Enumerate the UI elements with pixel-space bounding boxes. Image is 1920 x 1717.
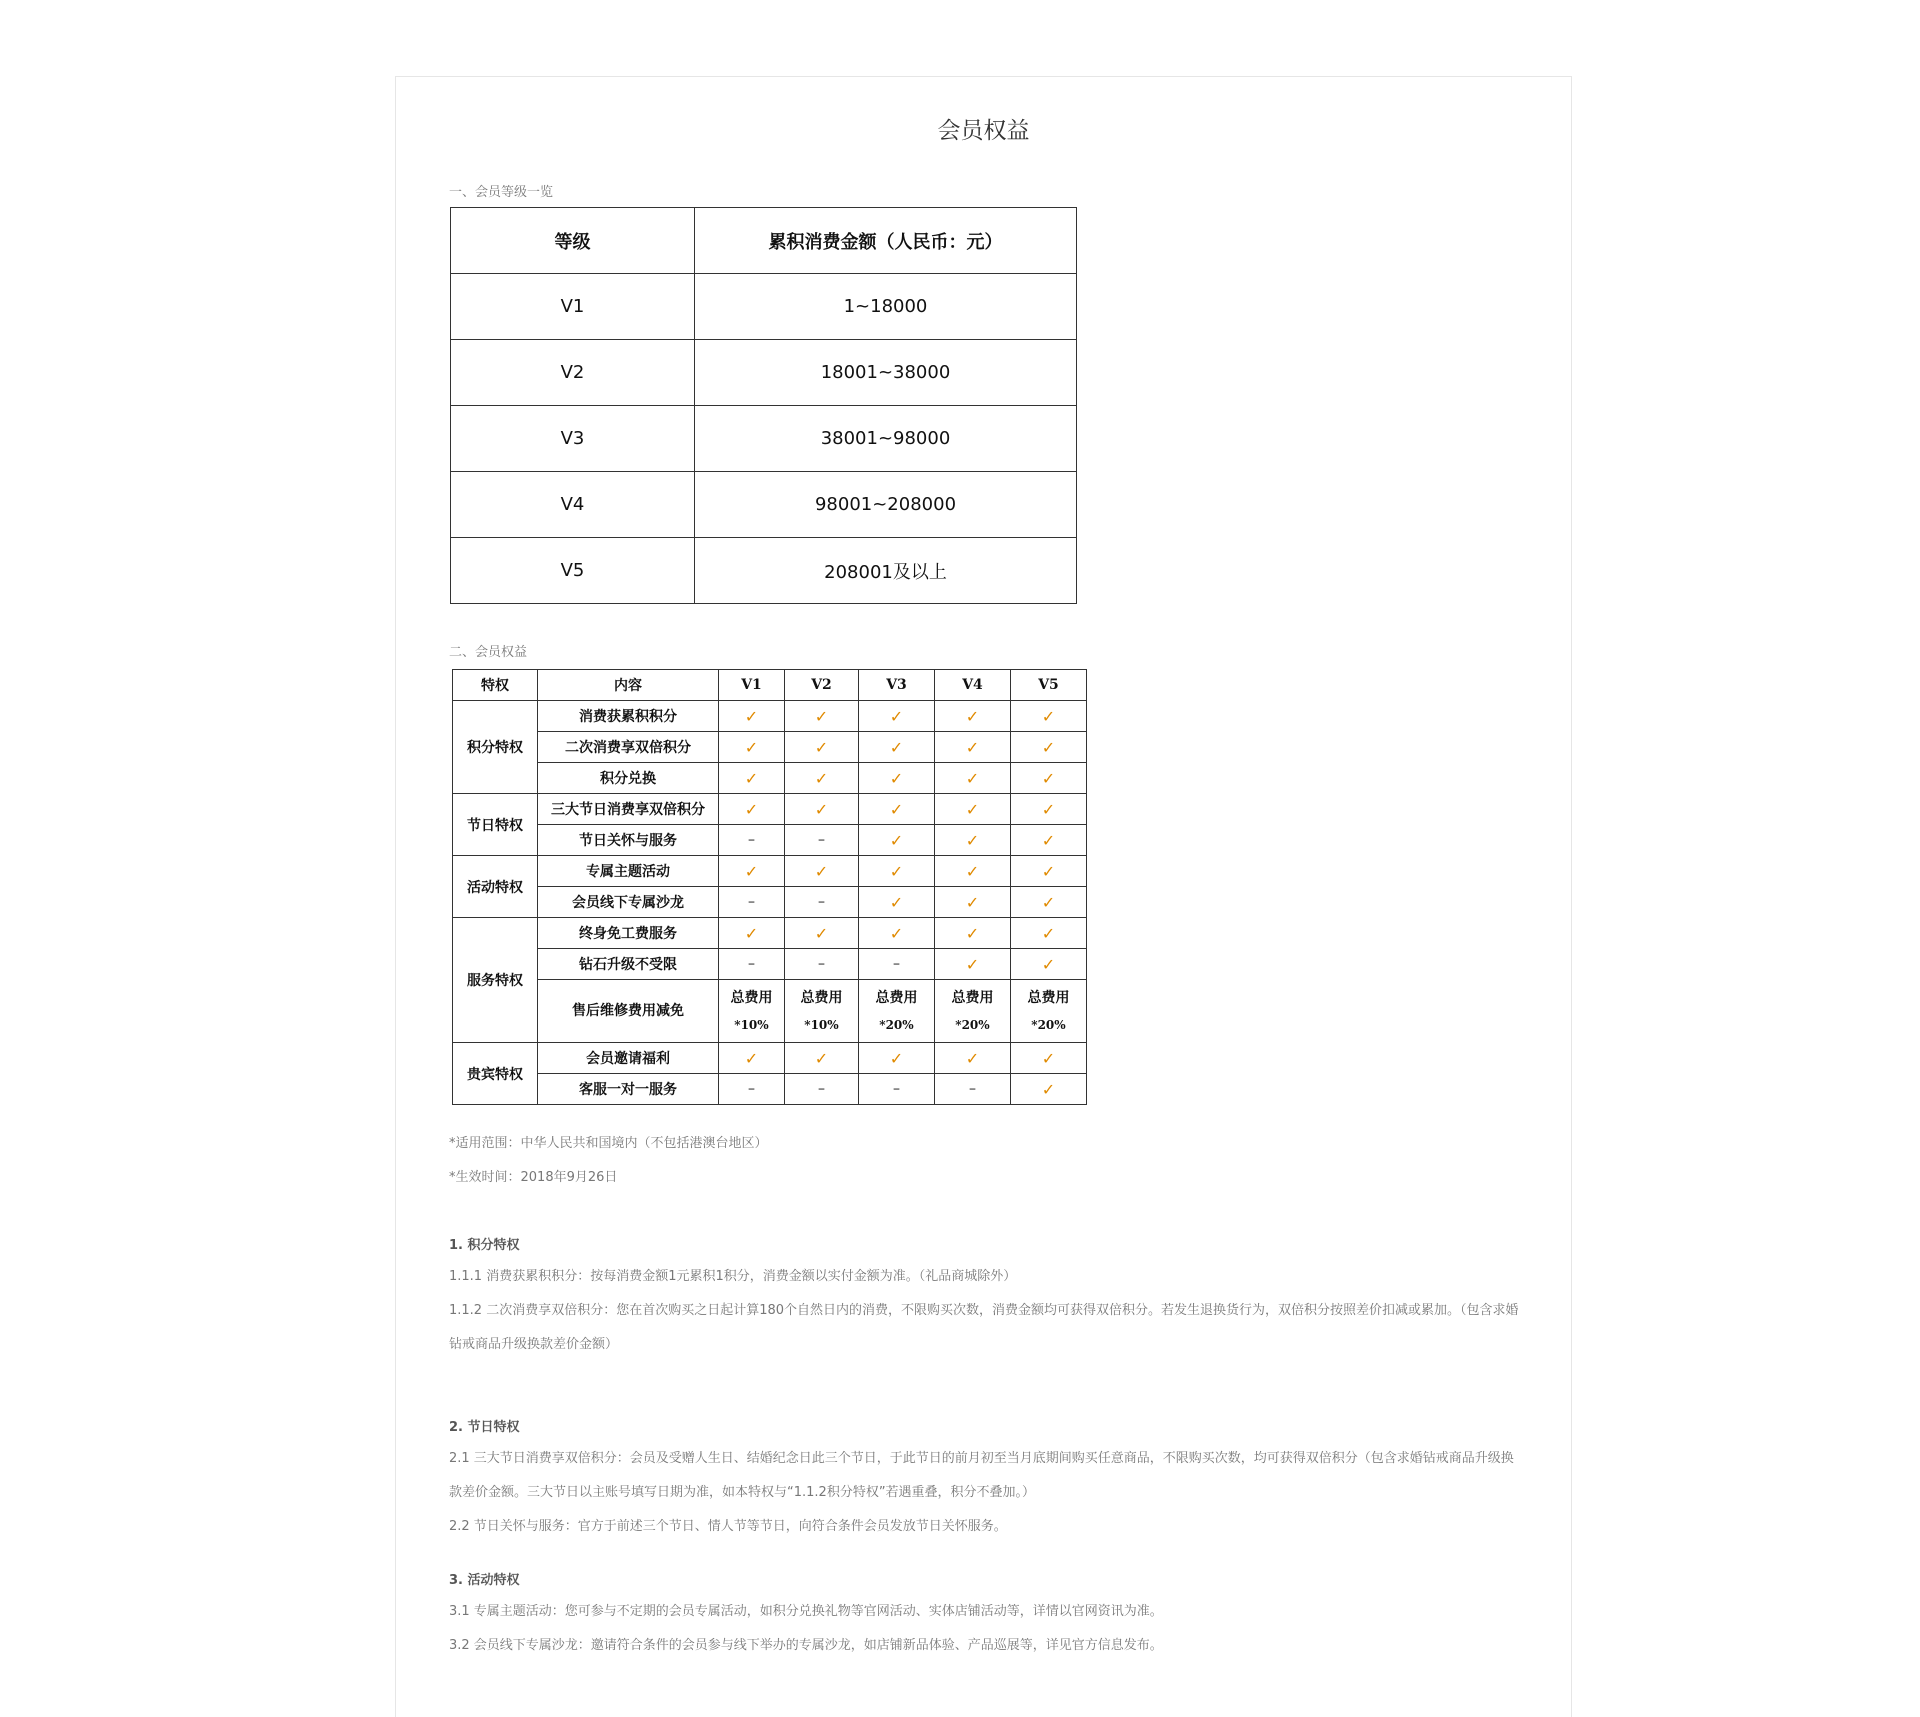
header-v2: V2: [785, 670, 859, 701]
check-icon: ✓: [1011, 856, 1087, 887]
check-icon: ✓: [1011, 794, 1087, 825]
level-cell: V2: [451, 340, 695, 406]
fee-cell: [785, 980, 859, 1043]
content-cell: 三大节日消费享双倍积分: [538, 794, 719, 825]
fee-cell: [935, 980, 1011, 1043]
table-row: [453, 918, 1087, 949]
fee-rate: *20%: [879, 1018, 914, 1032]
check-icon: ✓: [719, 763, 785, 794]
check-icon: ✓: [785, 701, 859, 732]
paragraph: 1.1.2 二次消费享双倍积分：您在首次购买之日起计算180个自然日内的消费，不限购买次数，消费金额均可获得双倍积分。若发生退换货行为，双倍积分按照差价扣减或累加。（包含求婚钻戒商品升级换款差价金额）: [449, 1303, 1519, 1352]
check-icon: ✓: [1011, 825, 1087, 856]
content-cell: 积分兑换: [538, 763, 719, 794]
check-icon: ✓: [935, 794, 1011, 825]
dash-mark: –: [785, 887, 859, 918]
check-icon: ✓: [935, 856, 1011, 887]
level-cell: V3: [451, 406, 695, 472]
table-row: [453, 1043, 1087, 1074]
privilege-group-cell: 服务特权: [453, 918, 538, 1043]
fee-label: 总费用: [1027, 990, 1070, 1006]
check-icon: ✓: [1011, 701, 1087, 732]
check-icon: ✓: [785, 732, 859, 763]
privilege-group-cell: 节日特权: [453, 794, 538, 856]
header-v4: V4: [935, 670, 1011, 701]
benefits-table: [452, 669, 1087, 1105]
table-row: [453, 732, 1087, 763]
check-icon: ✓: [935, 825, 1011, 856]
dash-mark: –: [935, 1074, 1011, 1105]
content-cell: 会员邀请福利: [538, 1043, 719, 1074]
check-icon: ✓: [719, 701, 785, 732]
check-icon: ✓: [859, 887, 935, 918]
section-label-levels: 一、会员等级一览: [449, 185, 554, 200]
fee-label: 总费用: [730, 990, 773, 1006]
header-content: 内容: [538, 670, 719, 701]
content-cell: 二次消费享双倍积分: [538, 732, 719, 763]
table-row: [453, 980, 1087, 1043]
fee-label: 总费用: [800, 990, 843, 1006]
fee-cell: [1011, 980, 1087, 1043]
content-cell: 节日关怀与服务: [538, 825, 719, 856]
content-cell: 客服一对一服务: [538, 1074, 719, 1105]
check-icon: ✓: [935, 701, 1011, 732]
check-icon: ✓: [859, 1043, 935, 1074]
dash-mark: –: [719, 1074, 785, 1105]
table-row: [451, 340, 1077, 406]
table-row: [451, 472, 1077, 538]
check-icon: ✓: [1011, 918, 1087, 949]
check-icon: ✓: [859, 732, 935, 763]
content-cell: 终身免工费服务: [538, 918, 719, 949]
amount-cell: 38001~98000: [695, 406, 1077, 472]
check-icon: ✓: [859, 763, 935, 794]
dash-mark: –: [719, 949, 785, 980]
paragraph: 3.2 会员线下专属沙龙：邀请符合条件的会员参与线下举办的专属沙龙，如店铺新品体验、产品巡展等，详见官方信息发布。: [449, 1638, 1163, 1653]
header-level: 等级: [451, 208, 695, 274]
table-row: [451, 538, 1077, 604]
check-icon: ✓: [935, 949, 1011, 980]
header-v3: V3: [859, 670, 935, 701]
level-cell: V5: [451, 538, 695, 604]
levels-table: [450, 207, 1077, 604]
check-icon: ✓: [1011, 732, 1087, 763]
content-card: [395, 76, 1572, 1717]
note-effective-date: *生效时间：2018年9月26日: [449, 1170, 618, 1185]
check-icon: ✓: [935, 763, 1011, 794]
fee-label: 总费用: [875, 990, 918, 1006]
check-icon: ✓: [935, 918, 1011, 949]
table-row: [451, 406, 1077, 472]
check-icon: ✓: [785, 856, 859, 887]
check-icon: ✓: [859, 825, 935, 856]
benefits-body: [453, 701, 1087, 1105]
fee-rate: *20%: [1031, 1018, 1066, 1032]
check-icon: ✓: [719, 856, 785, 887]
check-icon: ✓: [1011, 1043, 1087, 1074]
dash-mark: –: [785, 825, 859, 856]
privilege-group-cell: 积分特权: [453, 701, 538, 794]
fee-label: 总费用: [951, 990, 994, 1006]
check-icon: ✓: [859, 701, 935, 732]
check-icon: ✓: [719, 1043, 785, 1074]
check-icon: ✓: [785, 794, 859, 825]
table-header-row: [451, 208, 1077, 274]
table-row: [453, 856, 1087, 887]
header-privilege: 特权: [453, 670, 538, 701]
check-icon: ✓: [719, 732, 785, 763]
header-v1: V1: [719, 670, 785, 701]
page-title: 会员权益: [937, 118, 1030, 144]
table-row: [451, 274, 1077, 340]
heading-activity: 3. 活动特权: [449, 1573, 520, 1588]
check-icon: ✓: [785, 763, 859, 794]
heading-holiday: 2. 节日特权: [449, 1420, 520, 1435]
dash-mark: –: [785, 1074, 859, 1105]
amount-cell: 18001~38000: [695, 340, 1077, 406]
privilege-group-cell: 贵宾特权: [453, 1043, 538, 1105]
check-icon: ✓: [935, 1043, 1011, 1074]
table-header-row: [453, 670, 1087, 701]
fee-rate: *10%: [804, 1018, 839, 1032]
table-row: [453, 949, 1087, 980]
header-amount: 累积消费金额（人民币：元）: [695, 208, 1077, 274]
content-cell: 专属主题活动: [538, 856, 719, 887]
amount-cell: 98001~208000: [695, 472, 1077, 538]
fee-rate: *20%: [955, 1018, 990, 1032]
check-icon: ✓: [1011, 949, 1087, 980]
check-icon: ✓: [1011, 763, 1087, 794]
check-icon: ✓: [859, 918, 935, 949]
paragraph: 2.2 节日关怀与服务：官方于前述三个节日、情人节等节日，向符合条件会员发放节日关怀服务。: [449, 1519, 1007, 1534]
check-icon: ✓: [859, 856, 935, 887]
fee-rate: *10%: [734, 1018, 769, 1032]
table-row: [453, 701, 1087, 732]
amount-cell: 1~18000: [695, 274, 1077, 340]
dash-mark: –: [785, 949, 859, 980]
check-icon: ✓: [935, 732, 1011, 763]
dash-mark: –: [719, 887, 785, 918]
fee-cell: [859, 980, 935, 1043]
paragraph: 2.1 三大节日消费享双倍积分：会员及受赠人生日、结婚纪念日此三个节日，于此节日的前月初至当月底期间购买任意商品，不限购买次数，均可获得双倍积分（包含求婚钻戒商品升级换款差价金额。三大节日以主账号填写日期为准，如本特权与“1.1.2积分特权”若遇重叠，积分不叠加。）: [449, 1451, 1514, 1500]
header-v5: V5: [1011, 670, 1087, 701]
check-icon: ✓: [719, 918, 785, 949]
table-row: [453, 794, 1087, 825]
content-cell: 会员线下专属沙龙: [538, 887, 719, 918]
heading-points: 1. 积分特权: [449, 1238, 520, 1253]
check-icon: ✓: [859, 794, 935, 825]
dash-mark: –: [719, 825, 785, 856]
check-icon: ✓: [1011, 1074, 1087, 1105]
level-cell: V1: [451, 274, 695, 340]
check-icon: ✓: [785, 1043, 859, 1074]
content-cell: 售后维修费用减免: [538, 980, 719, 1043]
check-icon: ✓: [1011, 887, 1087, 918]
check-icon: ✓: [935, 887, 1011, 918]
fee-cell: [719, 980, 785, 1043]
table-row: [453, 825, 1087, 856]
amount-cell: 208001及以上: [695, 538, 1077, 604]
check-icon: ✓: [785, 918, 859, 949]
table-row: [453, 887, 1087, 918]
section-label-benefits: 二、会员权益: [449, 645, 528, 660]
check-icon: ✓: [719, 794, 785, 825]
privilege-group-cell: 活动特权: [453, 856, 538, 918]
dash-mark: –: [859, 1074, 935, 1105]
paragraph: 3.1 专属主题活动：您可参与不定期的会员专属活动，如积分兑换礼物等官网活动、实体店铺活动等，详情以官网资讯为准。: [449, 1604, 1163, 1619]
dash-mark: –: [859, 949, 935, 980]
level-cell: V4: [451, 472, 695, 538]
content-cell: 钻石升级不受限: [538, 949, 719, 980]
paragraph: 1.1.1 消费获累积积分：按每消费金额1元累积1积分，消费金额以实付金额为准。（礼品商城除外）: [449, 1269, 1017, 1284]
content-cell: 消费获累积积分: [538, 701, 719, 732]
note-scope: *适用范围：中华人民共和国境内（不包括港澳台地区）: [449, 1136, 768, 1151]
table-row: [453, 1074, 1087, 1105]
table-row: [453, 763, 1087, 794]
